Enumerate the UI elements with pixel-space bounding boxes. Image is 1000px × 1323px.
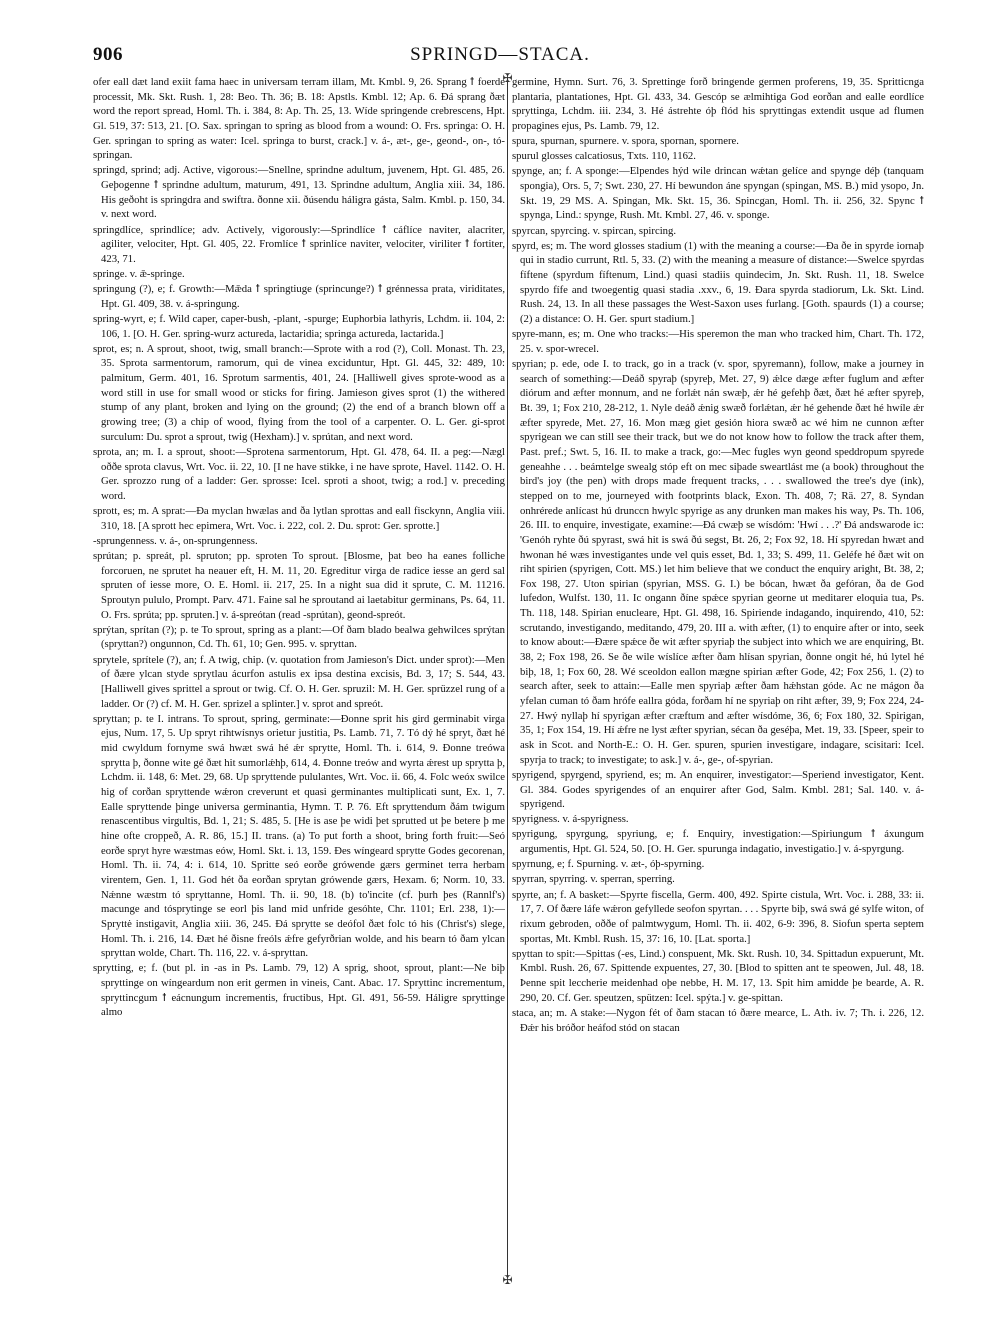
column-divider [507, 78, 508, 1276]
dictionary-entry: spyrte, an; f. A basket:—Spyrte fiscella, Germ. 400, 492. Spirte cistula, Wrt. Voc. i. 288, 33: ii. 17, 7. Of ðære láfe wǽron gefyllede seofon spyrtan. . . . Spyrte biþ, swá swá gé sylfe witon, of rixum gebroden, oððe of palmtwygum, Homl. Th. ii. 402, 6-9: 396, 8. Siofun sperta septem sportas, Mt. Kmbl. Rush. 15, 37: 16, 10. [Lat. sporta.] [512, 888, 924, 945]
dictionary-entry: staca, an; m. A stake:—Nygon fét of ðam stacan tó ðære mearce, L. Ath. iv. 7; Th. i. 226, 12. Ðǽr his bróðor heáfod stód on stacan [512, 1006, 924, 1034]
dictionary-entry: sprýtan, sprítan (?); p. te To sprout, spring as a plant:—Of ðam blado bealwa gehwilces sprýtan (spryttan?) ongunnon, Cd. Th. 61, 10; Gen. 995. v. spryttan. [93, 623, 505, 651]
dictionary-entry: springe. v. ǣ-springe. [93, 268, 185, 281]
page-number: 906 [93, 44, 123, 65]
dictionary-entry: sprota, an; m. I. a sprout, shoot:—Sprotena sarmentorum, Hpt. Gl. 478, 64. II. a peg:—Nægl oððe sprota clavus, Wrt. Voc. ii. 22, 10. [I ne have stikke, i ne have sprote, Havel. 1142. O. H. Ger. sprozzo rung of a ladder: Ger. sprosse: Icel. sproti a shoot, twig; a rod.] v. preceding word. [93, 445, 505, 502]
dictionary-entry: spurul glosses calcatiosus, Txts. 110, 1162. [512, 150, 696, 163]
dictionary-entry: spyttan to spit:—Spittas (-es, Lind.) conspuent, Mk. Skt. Rush. 10, 34. Spittadun expuerunt, Mt. Kmbl. Rush. 26, 67. Spittende expuentes, 27, 30. [Blod to spitten ant te speowen, Jul. 48, 18. Þenne spit leccherie meidenhad oþe nebbe, H. M. 17, 13. Spit him amidde þe bearde, A. R. 290, 20. Cf. Ger. speutzen, spützen: Icel. spýta.] v. ge-spittan. [512, 947, 924, 1004]
dictionary-entry: spyrigness. v. á-spyrigness. [512, 813, 629, 826]
dictionary-entry: spyrnung, e; f. Spurning. v. æt-, óþ-spyrning. [512, 858, 705, 871]
dictionary-entry: spyrd, es; m. The word glosses stadium (1) with the meaning a course:—Ða ðe in spyrde iornaþ qui in stadio currunt, Rtl. 5, 33. (2) with the meaning a measure of distance:—Swelce spyrdas fíftene (spyrdum fíftenum, Lind.) quasi stadiis quindecim, Jn. Skt. Rush. 11, 18. Swelce spyrdo fífe and twoegentig quasi stadia .xxv., 6, 19. Ðara spyrda stadiorum, Lk. Skt. Lind. Rush. 24, 13. In all these passages the West-Saxon uses furlang. [Goth. spaurds (1) a course; (2) a distance: O. H. Ger. spurt stadium.] [512, 239, 924, 325]
dictionary-entry: spyrigend, spyrgend, spyriend, es; m. An enquirer, investigator:—Speriend investigator, Kent. Gl. 384. Godes spyrigendes of an enquirer after God, Salm. Kmbl. 281; Sal. 140. v. á-spyrigend. [512, 768, 924, 811]
dictionary-entry: sprútan; p. spreát, pl. spruton; pp. sproten To sprout. [Blosme, þat beo ha eanes folliche forcoruen, ne sprutet ha neauer eft, H. M. 11, 20. Egreditur virga de radice iesse an gerd sal spruten of iesse more, O. E. Homl. ii. 217, 25. In a night sua did it sprute, C. M. 11216. Sproutyn pululo, Prompt. Parv. 471. Faine sal he sproutand ai laetabitur germinans, Ps. 64, 11. O. Frs. sprúta; pp. spruten.] v. á-spreótan (read -sprútan), geond-spreót. [93, 550, 505, 621]
dictionary-entry: sprytele, sprítele (?), an; f. A twig, chip. (v. quotation from Jamieson's Dict. under sprot):—Men of ðære ylcan styde sprytlau ácurfon astulis ex ipsa destina excisis, Bd. 3, 17; S. 544, 43. [Halliwell gives sprittel a sprout or twig. Cf. O. H. Ger. spruzil: M. H. Ger. sprüzzel rung of a ladder. Or (?) cf. M. H. Ger. sprizel a splinter.] v. sprot and spreót. [93, 653, 505, 710]
dictionary-entry: sprot, es; n. A sprout, shoot, twig, small branch:—Sprote with a rod (?), Coll. Monast. Th. 23, 35. Sprota sarmentorum, ramorum, qui de vinea exciduntur, Hpt. Gl. 445, 32: 489, 10: palmitum, Germ. 401, 16. Sprotum sarmentis, 401, 24. [Halliwell gives sprote-wood as a word still in use for small wood or sticks for firing. Jamieson gives sprot (1) the withered stump of any plant, broken and lying on the ground; (2) the end of a branch blown off a growing tree; (3) a chip of wood, flying from the tool of a carpenter. O. L. Ger. gi-sprot surculum: Du. sprot a sprout, twig (Hexham).] v. sprútan, and next word. [93, 342, 505, 443]
dictionary-entry: springdlíce, sprindlíce; adv. Actively, vigorously:—Sprindlíce ꝉ cáflíce naviter, alacriter, agiliter, velociter, Hpt. Gl. 405, 22. Fromlíce ꝉ sprinlíce naviter, velociter, viriliter ꝉ fortiter, 423, 71. [93, 223, 505, 265]
dictionary-entry: spyrran, spyrring. v. sperran, sperring. [512, 873, 675, 886]
dictionary-entry: spura, spurnan, spurnere. v. spora, spornan, spornere. [512, 135, 739, 148]
right-column [512, 75, 924, 1287]
dictionary-entry: spring-wyrt, e; f. Wild caper, caper-bush, -plant, -spurge; Euphorbia lathyris, Lchdm. ii. 104, 2: 106, 1. [O. H. Ger. spring-wurz actureda, lactaridia; springa actureda, lactarida.] [93, 313, 505, 340]
dictionary-entry: springung (?), e; f. Growth:—Mǣda ꝉ springtiuge (sprincunge?) ꝉ grénnessa prata, viriditates, Hpt. Gl. 409, 38. v. á-springung. [93, 283, 505, 310]
dictionary-entry: spyrcan, spyrcing. v. spircan, spircing. [512, 224, 677, 237]
dictionary-entry: spyrigung, spyrgung, spyriung, e; f. Enquiry, investigation:—Spiriungum ꝉ áxungum argumentis, Hpt. Gl. 524, 50. [O. H. Ger. spurunga indagatio, investigatio.] v. á-spyrgung. [512, 828, 924, 856]
running-head: SPRINGD—STACA. [410, 44, 590, 65]
dictionary-entry: spynge, an; f. A sponge:—Elpendes hýd wile drincan wǽtan gelíce and spynge déþ (tanquam spongia), Ors. 5, 7; Swt. 230, 27. Hí bewundon áne spyngan (spingan, MS. B.) mid ysopo, Jn. Skt. 19, 29 MS. A. Spingan, Mk. Skt. 15, 36. Spincgan, Homl. Th. ii. 256, 32. Spync ꝉ spynga, Lind.: spynge, Rush. Mt. Kmbl. 27, 46. v. sponge. [512, 165, 924, 222]
dictionary-entry: springd, sprind; adj. Active, vigorous:—Snellne, sprindne adultum, juvenem, Hpt. Gl. 485, 26. Geþogenne ꝉ sprindne adultum, maturum, 491, 13. Sprindne adultum, Anglia xiii. 34, 186. His geðoht is springdra and swiftra. ðonne xii. ðúsendu háligra gásta, Salm. Kmbl. p. 150, 34. v. next word. [93, 164, 505, 221]
continued-entry: ofer eall dæt land exiit fama haec in universam terram illam, Mt. Kmbl. 9, 26. Sprang ꝉ foerde processit, Mk. Skt. Rush. 1, 28: Beo. Th. 36; B. 18: Apstls. Kmbl. 12; Ap. 6. Ðá sprang ðæt word the report spread, Homl. Th. i. 384, 8: Ap. Th. 25, 13. Wíde springende crebrescens, Hpt. Gl. 519, 37: 513, 21. [O. Sax. springan to spring as blood from a wound: O. Frs. springa: O. H. Ger. springan to spring as water: Icel. springa to burst, crack.] v. á-, æt-, ge-, geond-, on-, tó-springan. [93, 76, 505, 162]
continued-entry: germine, Hymn. Surt. 76, 3. Sprettinge forð bringende germen proferens, 19, 35. Spritticnga plantaria, plantationes, Hpt. Gl. 433, 34. Gescóp se ælmihtiga God eorðan and ealle eordlíce spryttinga, Lchdm. iii. 234, 3. Hé ástrehte óþ flód his spryttingas extendit usque ad flumen propagines ejus, Ps. Lamb. 79, 12. [512, 76, 924, 132]
dictionary-entry: spyrian; p. ede, ode I. to track, go in a track (v. spor, spyremann), follow, make a journey in search of something:—Deáð spyraþ (spyreþ, Met. 27, 9) ǽlce dæge æfter fuglum and æfter diórum and æfter monnum, and ne forlǽt nán swæþ, ǽr hé gefehþ ðæt, ðæt hé æfter spyreþ, Bt. 39, 1; Fox 210, 28-212, 1. Nyle deáð ǽnig swæð forlǽtan, ǽr hé gehende ðæt hé hwíle ǽr æfter spyrede, Met. 27, 16. Mon mæg giet gesión hiora swæð ac wé him ne cunnon æfter spyrigean we can still see their track, but we do not know how to follow the track after them, Past. pref.; Swt. 5, 16. II. to make a track, go:—Mec fugles wyn geond speddropum spyrede geneahhe . . . beámtelge swealg stóp eft on mec siþade sweartlást me (a book) throughout the bird's joy (the pen) with drops made frequent tracks, . . . swallowed the tree's dye (ink), stepped on to me, journeyed with footprints black, Exon. Th. 408, 7; Rä. 27, 8. Syndan onhrérede anlícast hú drunccn hwylc spyrige as any drunken man makes his way, Ps. Th. 106, 26. III. to enquire, investigate, examine:—Ðá cwæþ se wísdóm: 'Hwí . . .?' Ðá andswarode ic: 'Genóh ryhte ðú spyrast, swá hit is swá ðú segst, Bt. 26, 2; Fox 92, 18. Hí spyredan hwæt and hwonan hé wæs investigantes unde vel quis esset, Bd. 1, 33; S. 499, 11. Geléfe hé ðæt wit on riht spirien (spyrigen, Cott. MS.) let him believe that we conduct the enquiry aright, Bt. 38, 2; Fox 198, 27. Uton spirian (spyrian, MSS. G. I.) be bócan, hwæt ða gefóran, ða de God lufedon, Wulfst. 130, 11. Ic ongann ðíne spǽce spyrian georne ut meditarer eloquia tua, Ps. Th. 118, 148. Spirian enucleare, Hpt. Gl. 498, 16. Spiriende indagando, inquirendo, 410, 52: scrutando, investigando, meditando, 479, 20. III a. with æfter, (1) to enquire after or into, seek to know about:—Ðære spǽce ðe wit æfter spyriaþ the subject into which we are enquiring, Bt. 38, 2; Fox 198, 26. Se ðe wile wíslíce æfter ðam hlísan spyrian, ðonne ongit hé, hú lytel hé biþ, 18, 1; Fox 60, 28. Wé sceoldon eallon mægne spirian æfter Gode, 42; Fox 256, 1. (2) to search after, seek to attain:—Ealle men spyriaþ æfter ðam hǽhstan góde. Ac ne mágon ða yfelan cuman tó ðam hrófe eallra góda, forðam hí ne spyriaþ on riht æfter, 39, 9; Fox 224, 24-27. Hwý nyllaþ hí spyrigan æfter cræftum and æfter wísdóme, 36, 6; Fox 180, 32. Spirigan, 35, 1; Fox 154, 19. Hí ǽfre ne lyst æfter spyrian, sécan ða geséþa, Met. 19, 33. [Speer, speir to ask in Scot. and North-E.: O. H. Ger. spuren, spurien investigare, indagare, scisitari: Icel. spyrja to track; to investigate; to ask.] v. á-, ge-, of-spyrian. [512, 357, 924, 766]
dictionary-entry: sprott, es; m. A sprat:—Ða myclan hwælas and ða lytlan sprottas and eall fisckynn, Anglia viii. 310, 18. [A sprott hec epimera, Wrt. Voc. i. 222, col. 2. Du. sprot: Ger. sprotte.] [93, 505, 505, 532]
left-column [93, 75, 505, 1287]
ornament-bottom-icon: ✠ [502, 1273, 513, 1287]
ornament-top-icon: ✠ [502, 71, 513, 85]
dictionary-entry: -sprungenness. v. á-, on-sprungenness. [93, 534, 258, 547]
dictionary-entry: spryttan; p. te I. intrans. To sprout, spring, germinate:—Ðonne sprit his gird germinabit virga ejus, Num. 17, 5. Up spryt rihtwísnys orietur justitia, Ps. Lamb. 71, 7. Tó dý hé spryt, ðæt hé mid cwyldum fornyme swá hwæt swá hé ǽr sprytte, Homl. Th. i. 614, 9. Ðonne treówa sprytta þ, ðonne wite gé ðæt hit sumorlǽhþ, 614, 4. Ðonne treów and wyrta ǽrest up sprytta þ, Lchdm. ii. 148, 6: Met. 29, 68. Up spryttende pululantes, Wrt. Voc. ii. 66, 4. Folc weóx swilce hig of corðan spryttende wǽron creverunt et quasi germinantes multiplicati sunt, Ex. 1, 7. Ealle spryttende þinge universa germinantia, Hymn. T. P. 76. Eft spryttendum ðám twigum renascentibus virgultis, Bd. 1, 21; S. 485, 5. [He is ase þe widi þet sprutted ut þe betere þ me hine ofte croppeð, A. R. 86, 15.] II. trans. (a) To put forth a shoot, bring forth fruit:—Seó eorðe spryt hyre wæstmas eów, Homl. Skt. i. 13, 159. Ðes wíngeard sprytte Godes gecorenan, Homl. Th. ii. 74, 4: i. 614, 10. Spritte seó eorðe grówende gærs germinet terra herbam virentem, Gen. 1, 11. God hét ða eorðan sprytan grówende gærs, Hexam. 6; Norm. 10, 33. Nǽnne wæstm tó spryttanne, Homl. Th. ii. 90, 18. (b) to'incite (cf. þurh þes (Rannlf's) macunge and tósprytinge se eorl þis land mid unfride gesóhte, Chr. 1101; Erl. 238, 1):—Spryttė instigavit, Anglia xiii. 36, 245. Ðá sprytte se deófol ðæt folc tó his (Christ's) slege, Homl. Th. i. 216, 14. Ðæt hé ðisne freóls ǽfre gefyrðrian wolde, and his bearn tó ðam ylcan spryttan wolde, Chart. Th. 116, 22. v. á-spryttan. [93, 712, 505, 960]
dictionary-entry: sprytting, e; f. (but pl. in -as in Ps. Lamb. 79, 12) A sprig, shoot, sprout, plant:—Ne biþ spryttinge on wíngeardum non erit germen in vineis, Cant. Abac. 17. Spryttinc incrementum, spryttincgum ꝉ eácnungum incrementis, fructibus, Hpt. Gl. 491, 56-59. Háligre spryttinge almo [93, 962, 505, 1019]
dictionary-entry: spyre-mann, es; m. One who tracks:—His speremon the man who tracked him, Chart. Th. 172, 25. v. spor-wrecel. [512, 328, 924, 355]
